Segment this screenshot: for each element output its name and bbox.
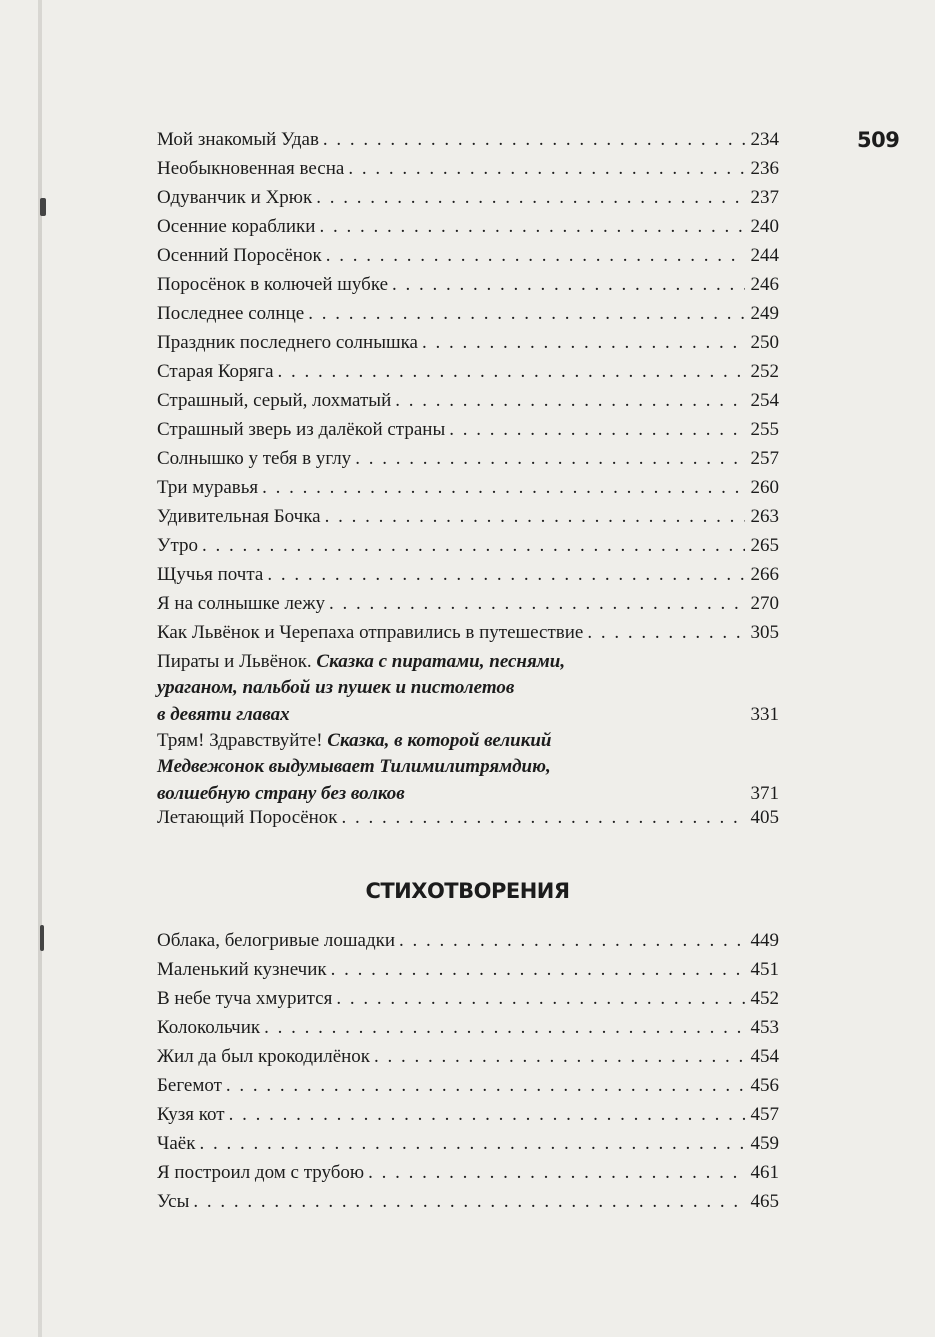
leader-dots <box>308 299 745 328</box>
entry-title: Осенний Поросёнок <box>157 245 322 266</box>
entry-page: 266 <box>750 564 779 585</box>
leader-dots <box>267 560 745 589</box>
toc-entry <box>157 154 779 183</box>
toc-entry <box>157 618 779 647</box>
toc-entry-flying-piglet <box>157 803 779 832</box>
entry-page: 461 <box>750 1162 779 1183</box>
entry-page: 453 <box>750 1017 779 1038</box>
entry-page: 255 <box>750 419 779 440</box>
leader-dots <box>264 1013 745 1042</box>
entry-title: Усы <box>157 1191 190 1212</box>
entry-page: 449 <box>750 930 779 951</box>
leader-dots <box>278 357 745 386</box>
entry-page: 254 <box>750 390 779 411</box>
entry-page: 240 <box>750 216 779 237</box>
toc-entry <box>157 1042 779 1071</box>
leader-dots <box>336 984 745 1013</box>
entry-page: 457 <box>750 1104 779 1125</box>
toc-entry <box>157 955 779 984</box>
entry-title: Жил да был крокодилёнок <box>157 1046 371 1067</box>
leader-dots <box>262 473 745 502</box>
entry-page: 371 <box>750 783 779 804</box>
entry-title: Я на солнышке лежу <box>157 593 325 614</box>
toc-stories <box>157 125 779 647</box>
entry-title: Облака, белогривые лошадки <box>157 930 396 951</box>
section-heading: СТИХОТВОРЕНИЯ <box>365 879 570 903</box>
entry-page: 246 <box>750 274 779 295</box>
toc-entry <box>157 560 779 589</box>
entry-page: 305 <box>750 622 779 643</box>
entry-title: Маленький кузнечик <box>157 959 327 980</box>
toc-entry-pirates <box>157 649 779 728</box>
entry-title: Пираты и Львёнок. <box>157 651 312 672</box>
entry-page: 452 <box>750 988 779 1009</box>
entry-page: 270 <box>750 593 779 614</box>
toc-entry <box>157 531 779 560</box>
toc-entry <box>157 1129 779 1158</box>
toc-entry <box>157 212 779 241</box>
entry-title: Трям! Здравствуйте! <box>157 730 323 751</box>
leader-dots <box>368 1158 745 1187</box>
entry-title: Одуванчик и Хрюк <box>157 187 313 208</box>
leader-dots <box>193 1187 745 1216</box>
entry-page: 236 <box>750 158 779 179</box>
entry-page: 234 <box>750 129 779 150</box>
leader-dots <box>323 125 745 154</box>
toc-entry <box>157 270 779 299</box>
toc-entry <box>157 125 779 154</box>
entry-page: 451 <box>750 959 779 980</box>
leader-dots <box>392 270 745 299</box>
leader-dots <box>316 183 745 212</box>
toc-entry <box>157 1013 779 1042</box>
leader-dots <box>325 502 745 531</box>
entry-page: 252 <box>750 361 779 382</box>
entry-page: 250 <box>750 332 779 353</box>
entry-title: Праздник последнего солнышка <box>157 332 418 353</box>
toc-entry <box>157 241 779 270</box>
toc-entry <box>157 984 779 1013</box>
entry-title: Необыкновенная весна <box>157 158 345 179</box>
entry-subtitle: ураганом, пальбой из пушек и пистолетов <box>157 677 515 698</box>
leader-dots <box>202 531 745 560</box>
entry-title: Солнышко у тебя в углу <box>157 448 352 469</box>
toc-entry <box>157 1071 779 1100</box>
entry-title: Страшный зверь из далёкой страны <box>157 419 446 440</box>
leader-dots <box>226 1071 745 1100</box>
gutter-ink-mark <box>40 925 44 951</box>
entry-title: Колокольчик <box>157 1017 261 1038</box>
leader-dots <box>422 328 745 357</box>
toc-entry-tryam <box>157 728 779 807</box>
toc-entry <box>157 1100 779 1129</box>
entry-page: 237 <box>750 187 779 208</box>
entry-page: 260 <box>750 477 779 498</box>
entry-title: Щучья почта <box>157 564 264 585</box>
entry-title: Утро <box>157 535 198 556</box>
toc-entry <box>157 473 779 502</box>
entry-title: Поросёнок в колючей шубке <box>157 274 389 295</box>
entry-title: Осенние кораблики <box>157 216 316 237</box>
gutter-ink-mark <box>40 198 46 216</box>
entry-title: Старая Коряга <box>157 361 274 382</box>
entry-subtitle: Медвежонок выдумывает Тилимилитрямдию, <box>157 756 551 777</box>
leader-dots <box>355 444 745 473</box>
toc-entry <box>157 502 779 531</box>
toc-entry <box>157 415 779 444</box>
leader-dots <box>395 386 745 415</box>
leader-dots <box>587 618 745 647</box>
entry-page: 257 <box>750 448 779 469</box>
leader-dots <box>331 955 745 984</box>
entry-title: Кузя кот <box>157 1104 225 1125</box>
leader-dots <box>199 1129 745 1158</box>
toc-entry <box>157 386 779 415</box>
entry-subtitle: в девяти главах <box>157 704 290 725</box>
entry-page: 405 <box>750 807 779 828</box>
toc-entry <box>157 1187 779 1216</box>
entry-subtitle: Сказка, в которой великий <box>327 730 552 751</box>
leader-dots <box>342 803 745 832</box>
toc-entry <box>157 183 779 212</box>
entry-page: 244 <box>750 245 779 266</box>
entry-title: Удивительная Бочка <box>157 506 321 527</box>
page-number: 509 <box>857 128 900 152</box>
toc-entry <box>157 1158 779 1187</box>
entry-title: Летающий Поросёнок <box>157 807 338 828</box>
entry-title: Я построил дом с трубою <box>157 1162 365 1183</box>
entry-title: Бегемот <box>157 1075 222 1096</box>
entry-title: Как Львёнок и Черепаха отправились в путешествие <box>157 622 584 643</box>
leader-dots <box>329 589 745 618</box>
entry-title: Три муравья <box>157 477 259 498</box>
leader-dots <box>449 415 745 444</box>
leader-dots <box>374 1042 745 1071</box>
entry-title: В небе туча хмурится <box>157 988 333 1009</box>
entry-subtitle: Сказка с пиратами, песнями, <box>316 651 566 672</box>
entry-page: 249 <box>750 303 779 324</box>
toc-entry <box>157 357 779 386</box>
toc-entry <box>157 299 779 328</box>
leader-dots <box>326 241 745 270</box>
toc-entry <box>157 444 779 473</box>
entry-title: Страшный, серый, лохматый <box>157 390 392 411</box>
entry-page: 459 <box>750 1133 779 1154</box>
leader-dots <box>399 926 745 955</box>
entry-title: Чаёк <box>157 1133 196 1154</box>
toc-entry <box>157 328 779 357</box>
entry-page: 265 <box>750 535 779 556</box>
toc-poems <box>157 926 779 1216</box>
entry-subtitle: волшебную страну без волков <box>157 783 405 804</box>
entry-page: 456 <box>750 1075 779 1096</box>
leader-dots <box>348 154 745 183</box>
entry-title: Мой знакомый Удав <box>157 129 319 150</box>
leader-dots <box>229 1100 745 1129</box>
entry-title: Последнее солнце <box>157 303 305 324</box>
entry-page: 331 <box>750 704 779 725</box>
entry-page: 454 <box>750 1046 779 1067</box>
entry-page: 465 <box>750 1191 779 1212</box>
leader-dots <box>319 212 745 241</box>
toc-entry <box>157 589 779 618</box>
toc-entry <box>157 926 779 955</box>
entry-page: 263 <box>750 506 779 527</box>
